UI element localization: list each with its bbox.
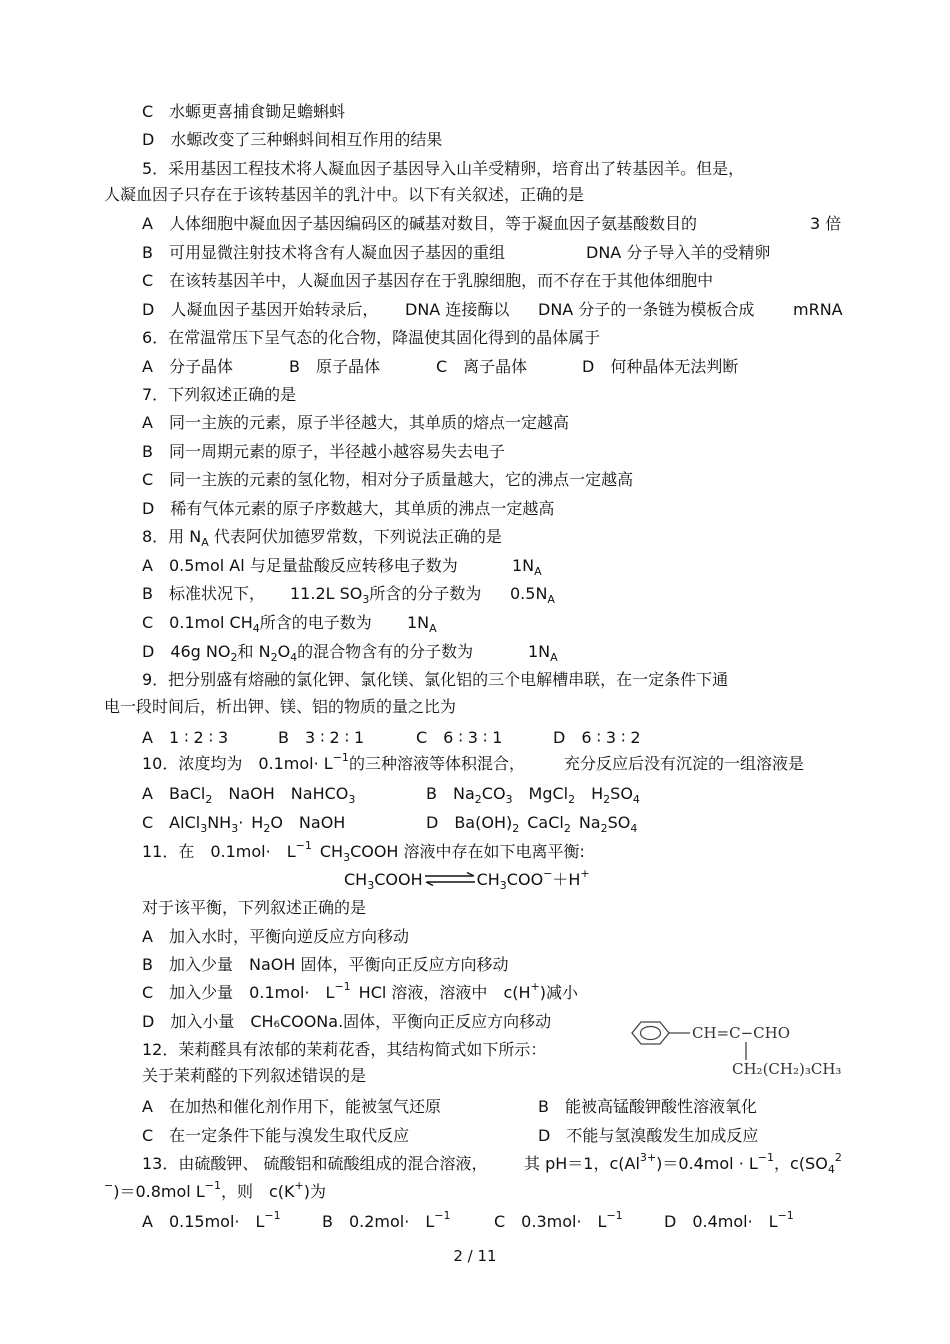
question-7-stem: 7．下列叙述正确的是	[142, 385, 297, 404]
question-8-option-c: C 0.1mol $CH_4$所含的电子数为	[142, 613, 372, 636]
question-5-option-d-part2: DNA 连接酶以	[405, 300, 510, 319]
question-12-stem: 12．茉莉醛具有浓郁的茉莉花香，其结构简式如下所示：	[142, 1040, 547, 1059]
question-6-option-d: D 何种晶体无法判断	[582, 357, 739, 376]
question-5-option-a: A 人体细胞中凝血因子基因编码区的碱基对数目，等于凝血因子氨基酸数目的	[142, 214, 697, 233]
question-5-option-d: D 人凝血因子基因开始转录后，	[142, 300, 379, 319]
question-9-option-c: C 6 ∶ 3 ∶ 1	[416, 728, 503, 747]
question-11-option-c: C 加入少量 0.1mol· $L^{-1}$ HCl 溶液，溶液中 c(H+)减小	[142, 979, 578, 1002]
question-12-option-d: D 不能与氢溴酸发生加成反应	[538, 1126, 759, 1145]
question-10-stem-tail: 充分反应后没有沉淀的一组溶液是	[564, 754, 805, 773]
question-6-option-c: C 离子晶体	[436, 357, 528, 376]
question-8-option-a: A 0.5mol Al 与足量盐酸反应转移电子数为	[142, 556, 458, 575]
structure-main-chain: CH=C−CHO	[692, 1024, 791, 1042]
question-12-stem-cont: 关于茉莉醛的下列叙述错误的是	[142, 1066, 367, 1085]
question-10-stem: 10．浓度均为 $0.1mol\cdot L^{-1}$的三种溶液等体积混合，	[142, 750, 525, 773]
equilibrium-equation: $CH_3COOH$ $CH_3COO^-+H^+$	[344, 866, 590, 893]
question-5-stem-cont: 人凝血因子只存在于该转基因羊的乳汁中。以下有关叙述，正确的是	[104, 185, 585, 204]
q4-option-c: C 水螈更喜捕食锄足蟾蝌蚪	[142, 102, 346, 121]
question-9-stem-cont: 电一段时间后，析出钾、镁、铝的物质的量之比为	[104, 697, 457, 716]
question-6-option-b: B 原子晶体	[289, 357, 380, 376]
question-9-option-b: B 3 ∶ 2 ∶ 1	[278, 728, 365, 747]
question-10-option-d: D $Ba(OH)_2$ CaCl$_2$ $Na_2SO_4$	[426, 813, 638, 836]
question-13-stem-cont: −)＝0.8mol $L^{-1}$，则 c(K+)为	[104, 1178, 326, 1201]
question-11-intro: 对于该平衡，下列叙述正确的是	[142, 898, 367, 917]
equilibrium-arrow-icon	[423, 870, 477, 892]
page-number: 2 / 11	[453, 1247, 497, 1265]
question-8-option-b-formula: 11.2L $SO_3$所含的分子数为	[290, 584, 482, 607]
question-13-stem-values: 其 pH＝1，$c(Al^{3+})=0.4mol \cdot L^{-1}$，$c(SO_4^2$	[524, 1150, 842, 1177]
question-6-stem: 6．在常温常压下呈气态的化合物，降温使其固化得到的晶体属于	[142, 328, 601, 347]
question-5-stem: 5．采用基因工程技术将人凝血因子基因导入山羊受精卵，培育出了转基因羊。但是，	[142, 159, 745, 178]
question-8-option-b-value: $0.5N_A$	[510, 584, 555, 607]
question-5-option-d-part3: DNA 分子的一条链为模板合成	[538, 300, 755, 319]
question-10-option-b: B $Na_2CO_3$ MgCl$_2$ $H_2SO_4$	[426, 784, 640, 807]
q4-option-d: D 水螈改变了三种蝌蚪间相互作用的结果	[142, 130, 443, 149]
question-11-option-d: D 加入小量 CH₆COONa.固体，平衡向正反应方向移动	[142, 1012, 552, 1031]
question-8-option-b: B 标准状况下，	[142, 584, 265, 603]
question-12-option-c: C 在一定条件下能与溴发生取代反应	[142, 1126, 410, 1145]
question-8-option-a-value: $1N_A$	[512, 556, 542, 579]
question-10-option-c: C $AlCl_3NH_3\cdot$ $H_2O$ NaOH	[142, 813, 346, 836]
question-5-option-d-part4: mRNA	[793, 300, 843, 319]
question-9-stem: 9．把分别盛有熔融的氯化钾、氯化镁、氯化铝的三个电解槽串联，在一定条件下通	[142, 670, 729, 689]
question-5-option-b-tail: DNA 分子导入羊的受精卵	[586, 243, 771, 262]
question-10-option-a: A BaCl$_2$ NaOH NaHCO$_3$	[142, 784, 356, 807]
question-12-option-b: B 能被高锰酸钾酸性溶液氧化	[538, 1097, 757, 1116]
question-7-option-c: C 同一主族的元素的氢化物，相对分子质量越大，它的沸点一定越高	[142, 470, 634, 489]
question-13-stem: 13．由硫酸钾、 硫酸铝和硫酸组成的混合溶液，	[142, 1154, 488, 1173]
question-5-option-a-tail: 3 倍	[810, 214, 842, 233]
question-8-option-d-value: $1N_A$	[528, 642, 558, 665]
question-5-option-b: B 可用显微注射技术将含有人凝血因子基因的重组	[142, 243, 505, 262]
question-13-option-c: C 0.3mol· $L^{-1}$	[494, 1208, 623, 1231]
question-7-option-a: A 同一主族的元素，原子半径越大，其单质的熔点一定越高	[142, 413, 569, 432]
question-13-option-d: D 0.4mol· $L^{-1}$	[664, 1208, 794, 1231]
question-5-option-c: C 在该转基因羊中，人凝血因子基因存在于乳腺细胞，而不存在于其他体细胞中	[142, 271, 714, 290]
question-7-option-b: B 同一周期元素的原子，半径越小越容易失去电子	[142, 442, 505, 461]
question-11-stem: 11．在 0.1mol· $L^{-1}$ $CH_3COOH$ 溶液中存在如下电离平衡:	[142, 838, 585, 865]
question-12-option-a: A 在加热和催化剂作用下，能被氢气还原	[142, 1097, 441, 1116]
structure-side-chain: CH₂(CH₂)₃CH₃	[732, 1060, 842, 1078]
question-6-option-a: A 分子晶体	[142, 357, 233, 376]
question-11-option-a: A 加入水时，平衡向逆反应方向移动	[142, 927, 409, 946]
question-8-option-d: D 46g $NO_2$和 $N_2O_4$的混合物含有的分子数为	[142, 642, 474, 665]
question-7-option-d: D 稀有气体元素的原子序数越大，其单质的沸点一定越高	[142, 499, 555, 518]
question-11-option-b: B 加入少量 NaOH 固体，平衡向正反应方向移动	[142, 955, 509, 974]
question-13-option-a: A 0.15mol· $L^{-1}$	[142, 1208, 281, 1231]
jasminaldehyde-structure	[626, 1013, 846, 1088]
question-8-stem: 8．用 $N_A$ 代表阿伏加德罗常数，下列说法正确的是	[142, 527, 502, 550]
question-8-option-c-value: $1N_A$	[407, 613, 437, 636]
question-13-option-b: B 0.2mol· $L^{-1}$	[322, 1208, 451, 1231]
question-9-option-d: D 6 ∶ 3 ∶ 2	[553, 728, 641, 747]
question-9-option-a: A 1 ∶ 2 ∶ 3	[142, 728, 229, 747]
